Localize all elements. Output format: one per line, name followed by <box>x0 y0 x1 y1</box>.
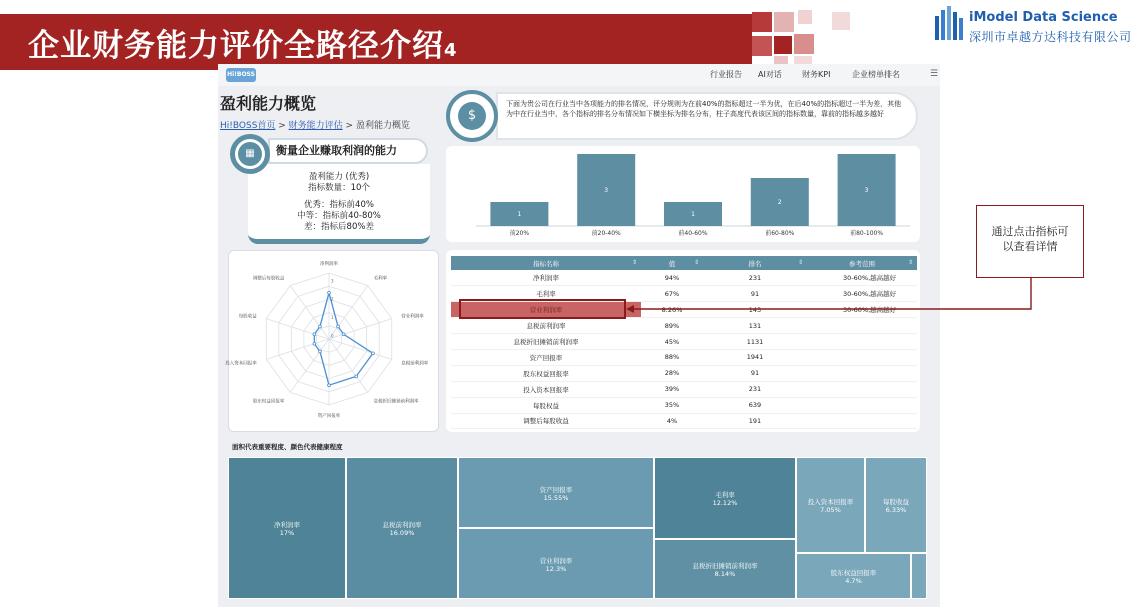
treemap-tile-value: 7.05% <box>820 506 841 514</box>
cell-rank: 143 <box>703 302 807 318</box>
treemap-note: 面积代表重要程度、颜色代表健康程度 <box>232 443 343 451</box>
sort-icon[interactable]: ⇕ <box>797 259 803 266</box>
cell-name[interactable]: 调整后每股收益 <box>451 413 641 429</box>
cell-value: 94% <box>641 270 703 286</box>
radar-axis-label: 调整后每股收益 <box>252 276 285 282</box>
treemap-tile-value: 12.12% <box>712 499 738 507</box>
annotation-note <box>976 205 1084 278</box>
sort-icon[interactable]: ⇕ <box>693 259 699 266</box>
slide-title-text: 企业财务能力评价全路径介绍 <box>28 28 444 64</box>
breadcrumb-financial-assessment[interactable]: 财务能力评估 <box>288 121 343 131</box>
nav-financial-kpi[interactable]: 财务KPI <box>802 70 831 79</box>
logo-english: iModel Data Science <box>969 10 1118 25</box>
calculator-icon: ▦ <box>238 142 262 166</box>
bar-value-label: 1 <box>691 211 695 218</box>
radar-axis-label: 毛利率 <box>373 276 388 282</box>
cell-value: 88% <box>641 349 703 365</box>
radar-axis-label: 营业利润率 <box>401 314 424 320</box>
treemap-tile-value: 8.14% <box>714 570 736 578</box>
header-label: 值 <box>668 259 676 268</box>
breadcrumb-home[interactable]: Hi!BOSS首页 <box>220 121 276 131</box>
treemap-tile-name: 息税折旧摊销前利润率 <box>692 562 758 570</box>
cell-value: 28% <box>641 365 703 381</box>
breadcrumb-current: 盈利能力概览 <box>355 121 410 131</box>
sort-icon[interactable]: ⇕ <box>631 259 637 266</box>
cell-rank: 1131 <box>703 334 807 350</box>
capability-level: 盈利能力 (优秀) <box>308 172 370 182</box>
cell-range: 30-60%,越高越好 <box>807 286 917 302</box>
sliders-icon[interactable]: ☰ <box>930 69 939 79</box>
rule-excellent: 优秀：指标前40% <box>304 200 374 210</box>
nav-industry-report[interactable]: 行业报告 <box>710 70 742 79</box>
x-tick-label: 前20-40% <box>591 230 621 237</box>
cell-name[interactable]: 资产回报率 <box>451 349 641 365</box>
cell-value: 39% <box>641 381 703 397</box>
treemap-tile-name: 毛利率 <box>715 491 735 499</box>
bar-value-label: 2 <box>777 199 782 206</box>
radar-axis-label: 净利润率 <box>320 262 338 267</box>
slide-title-suffix: 4 <box>444 40 458 61</box>
logo-chinese: 深圳市卓越方达科技有限公司 <box>969 30 1132 44</box>
treemap-tile-value: 15.55% <box>543 493 569 502</box>
radar-axis-label: 投入资本回报率 <box>225 361 257 367</box>
treemap-tile-name: 营业利润率 <box>539 556 573 565</box>
radar-axis-label: 息税前利润率 <box>401 361 429 367</box>
x-tick-label: 前20% <box>509 230 530 237</box>
nav-ai-chat[interactable]: AI对话 <box>758 70 782 79</box>
header-label: 参考范围 <box>849 259 875 268</box>
treemap-tile-value: 17% <box>279 529 295 537</box>
sort-icon[interactable]: ⇕ <box>907 259 913 266</box>
radar-axis-label: 资产回报率 <box>317 414 341 419</box>
cell-rank: 231 <box>703 381 807 397</box>
radar-axis-label: 息税折旧摊销前利润率 <box>373 399 419 405</box>
cell-value: 8.26% <box>641 302 703 318</box>
cell-value: 67% <box>641 286 703 302</box>
bar-value-label: 3 <box>864 187 869 194</box>
nav-company-ranking[interactable]: 企业榜单排名 <box>852 70 900 79</box>
cell-value: 45% <box>641 334 703 350</box>
breadcrumb-separator: > <box>342 121 356 131</box>
bar-value-label: 1 <box>517 211 522 218</box>
treemap-tile-name: 息税前利润率 <box>382 521 422 529</box>
x-tick-label: 前40-60% <box>678 230 708 237</box>
treemap-tile-name: 每股收益 <box>883 498 909 506</box>
header-label: 排名 <box>748 259 762 268</box>
bar-value-label: 3 <box>604 187 609 194</box>
treemap-tile-value: 12.3% <box>545 564 567 573</box>
info-description: 下面为贵公司在行业当中各项能力的排名情况，评分规则为在前40%的指标超过一半为优，在后40%的指标超过一半为差，其他为中在行业当中，各个指标的排名分布情况如下横坐标为排名分布，柱子高度代表该区间的指标数量，靠前的指标越多越好 <box>496 92 918 140</box>
radar-tick-label: 3 <box>331 278 334 284</box>
app-logo[interactable]: Hi!BOSS <box>226 68 256 82</box>
radar-tick-label: 1 <box>331 315 334 320</box>
cell-name[interactable]: 净利润率 <box>451 270 641 286</box>
cell-rank: 131 <box>703 318 807 334</box>
cell-name[interactable]: 毛利率 <box>451 286 641 302</box>
page-title: 盈利能力概览 <box>220 94 317 113</box>
cell-rank: 191 <box>703 413 807 429</box>
cell-rank: 639 <box>703 397 807 413</box>
cell-value: 35% <box>641 397 703 413</box>
treemap-tile-name: 资产回报率 <box>539 485 573 494</box>
cell-name[interactable]: 股东权益回报率 <box>451 365 641 381</box>
radar-axis-label: 股东权益回报率 <box>252 399 285 405</box>
money-chat-icon: $ <box>458 102 486 130</box>
breadcrumb-separator: > <box>275 121 289 131</box>
cell-range: 30-60%,越高越好 <box>807 270 917 286</box>
cell-name[interactable]: 息税折旧摊销前利润率 <box>451 334 641 350</box>
annotation-line-1: 通过点击指标可 <box>991 225 1069 238</box>
treemap-tile-name: 投入资本回报率 <box>807 498 854 506</box>
cell-name[interactable]: 每股权益 <box>451 397 641 413</box>
radar-axis-label: 每股收益 <box>238 314 257 320</box>
indicator-count: 指标数量：10个 <box>308 183 370 193</box>
treemap-tile-name: 股东权益回报率 <box>830 569 877 577</box>
cell-rank: 231 <box>703 270 807 286</box>
x-tick-label: 前80-100% <box>850 230 884 237</box>
treemap-tile-value: 16.09% <box>389 529 415 537</box>
capability-heading: 衡量企业赚取利润的能力 <box>268 138 428 164</box>
cell-rank: 1941 <box>703 349 807 365</box>
header-label: 指标名称 <box>533 259 559 268</box>
cell-range: 30-60%,越高越好 <box>807 302 917 318</box>
x-tick-label: 前60-80% <box>765 230 795 237</box>
cell-name[interactable]: 营业利润率 <box>451 302 641 318</box>
treemap-tile-value: 4.7% <box>845 577 862 585</box>
cell-rank: 91 <box>703 365 807 381</box>
treemap-tile-value: 6.33% <box>885 506 907 514</box>
cell-value: 89% <box>641 318 703 334</box>
annotation-line-2: 以查看详情 <box>1002 240 1058 253</box>
cell-name[interactable]: 投入资本回报率 <box>451 381 641 397</box>
cell-name[interactable]: 息税前利润率 <box>451 318 641 334</box>
radar-tick-label: 0 <box>331 333 334 339</box>
cell-value: 4% <box>641 413 703 429</box>
treemap-tile-name: 净利润率 <box>274 521 300 529</box>
rule-medium: 中等：指标前40-80% <box>297 211 381 221</box>
cell-rank: 91 <box>703 286 807 302</box>
rule-poor: 差：指标后80%差 <box>304 222 374 232</box>
radar-tick-label: 2 <box>331 296 334 302</box>
